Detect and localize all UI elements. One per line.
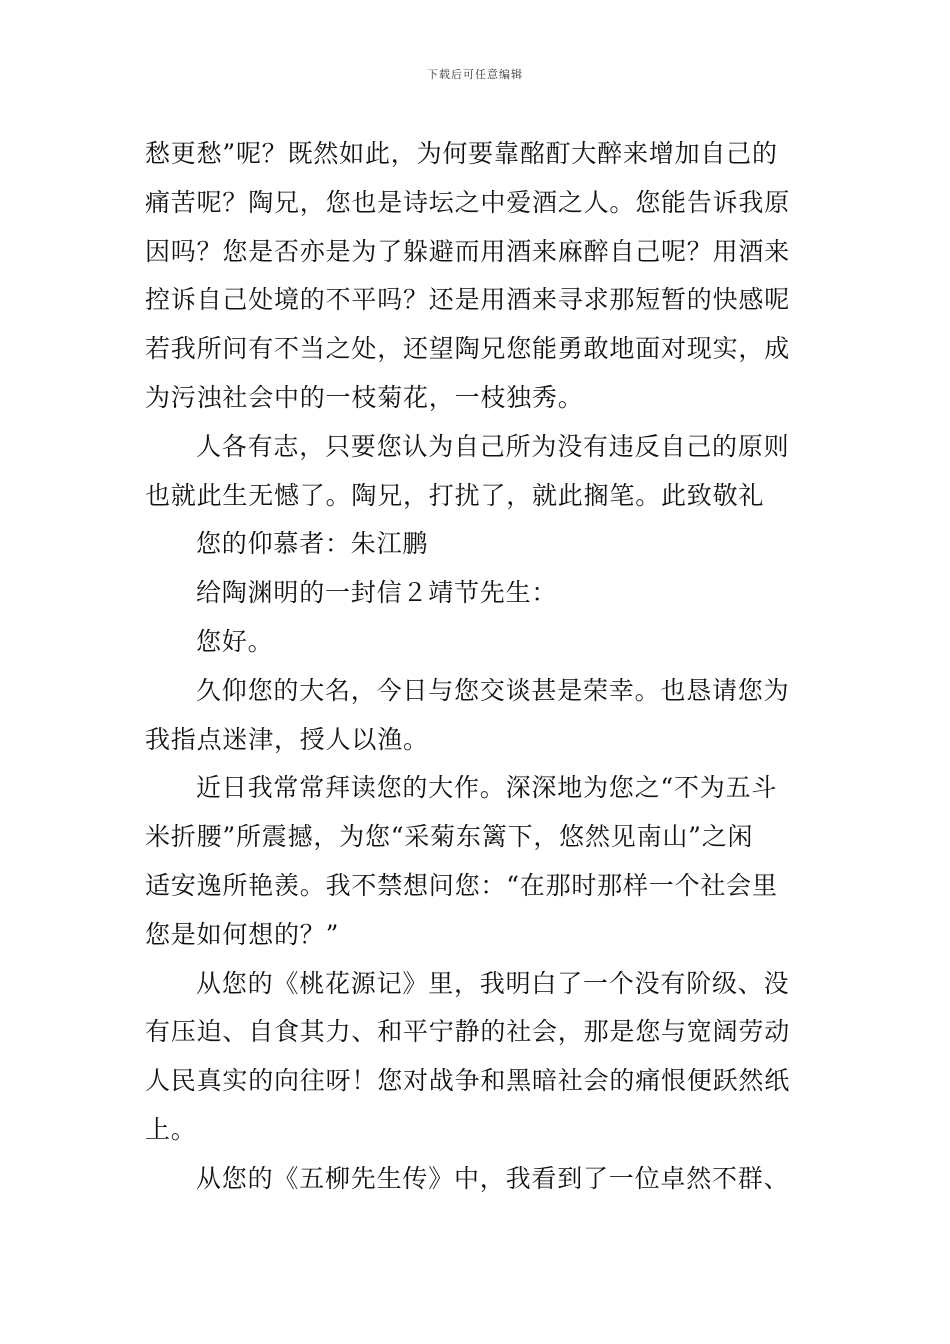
text-line: 也就此生无憾了。陶兄，打扰了，就此搁笔。此致敬礼 <box>145 480 765 510</box>
text-line: 愁更愁”呢？既然如此，为何要靠酩酊大醉来增加自己的 <box>145 139 778 168</box>
text-line: 近日我常常拜读您的大作。深深地为您之“不为五斗 <box>196 773 778 803</box>
text-line: 久仰您的大名，今日与您交谈甚是荣幸。也恳请您为 <box>196 675 790 705</box>
greeting-line: 您好。 <box>196 626 274 656</box>
letter-title-line: 给陶渊明的一封信２靖节先生： <box>196 578 558 608</box>
text-line: 为污浊社会中的一枝菊花，一枝独秀。 <box>145 382 584 412</box>
text-line: 适安逸所艳羡。我不禁想问您：“在那时那样一个社会里 <box>145 870 778 900</box>
page-header: 下载后可任意编辑 <box>427 68 523 81</box>
text-line: 人民真实的向往呀！您对战争和黑暗社会的痛恨便跃然纸 <box>145 1066 791 1096</box>
text-line: 我指点迷津，授人以渔。 <box>145 724 429 754</box>
text-line: 上。 <box>145 1114 197 1144</box>
text-line: 米折腰”所震撼，为您“采菊东篱下，悠然见南山”之闲 <box>145 822 754 852</box>
text-line: 人各有志，只要您认为自己所为没有违反自己的原则 <box>196 431 790 461</box>
letter-body <box>145 130 810 1204</box>
text-line: 从您的《五柳先生传》中，我看到了一位卓然不群、 <box>196 1163 790 1193</box>
text-line: 有压迫、自食其力、和平宁静的社会，那是您与宽阔劳动 <box>145 1017 791 1047</box>
text-line: 痛苦呢？陶兄，您也是诗坛之中爱酒之人。您能告诉我原 <box>145 187 791 217</box>
text-line: 因吗？您是否亦是为了躲避而用酒来麻醉自己呢？用酒来 <box>145 236 791 266</box>
text-line: 控诉自己处境的不平吗？还是用酒来寻求那短暂的快感呢 <box>145 285 791 315</box>
text-line: 若我所问有不当之处，还望陶兄您能勇敢地面对现实，成 <box>145 334 791 364</box>
signature-line: 您的仰慕者：朱江鹏 <box>196 529 429 559</box>
text-line: 您是如何想的？” <box>145 919 340 949</box>
text-line: 从您的《桃花源记》里，我明白了一个没有阶级、没 <box>196 968 790 998</box>
